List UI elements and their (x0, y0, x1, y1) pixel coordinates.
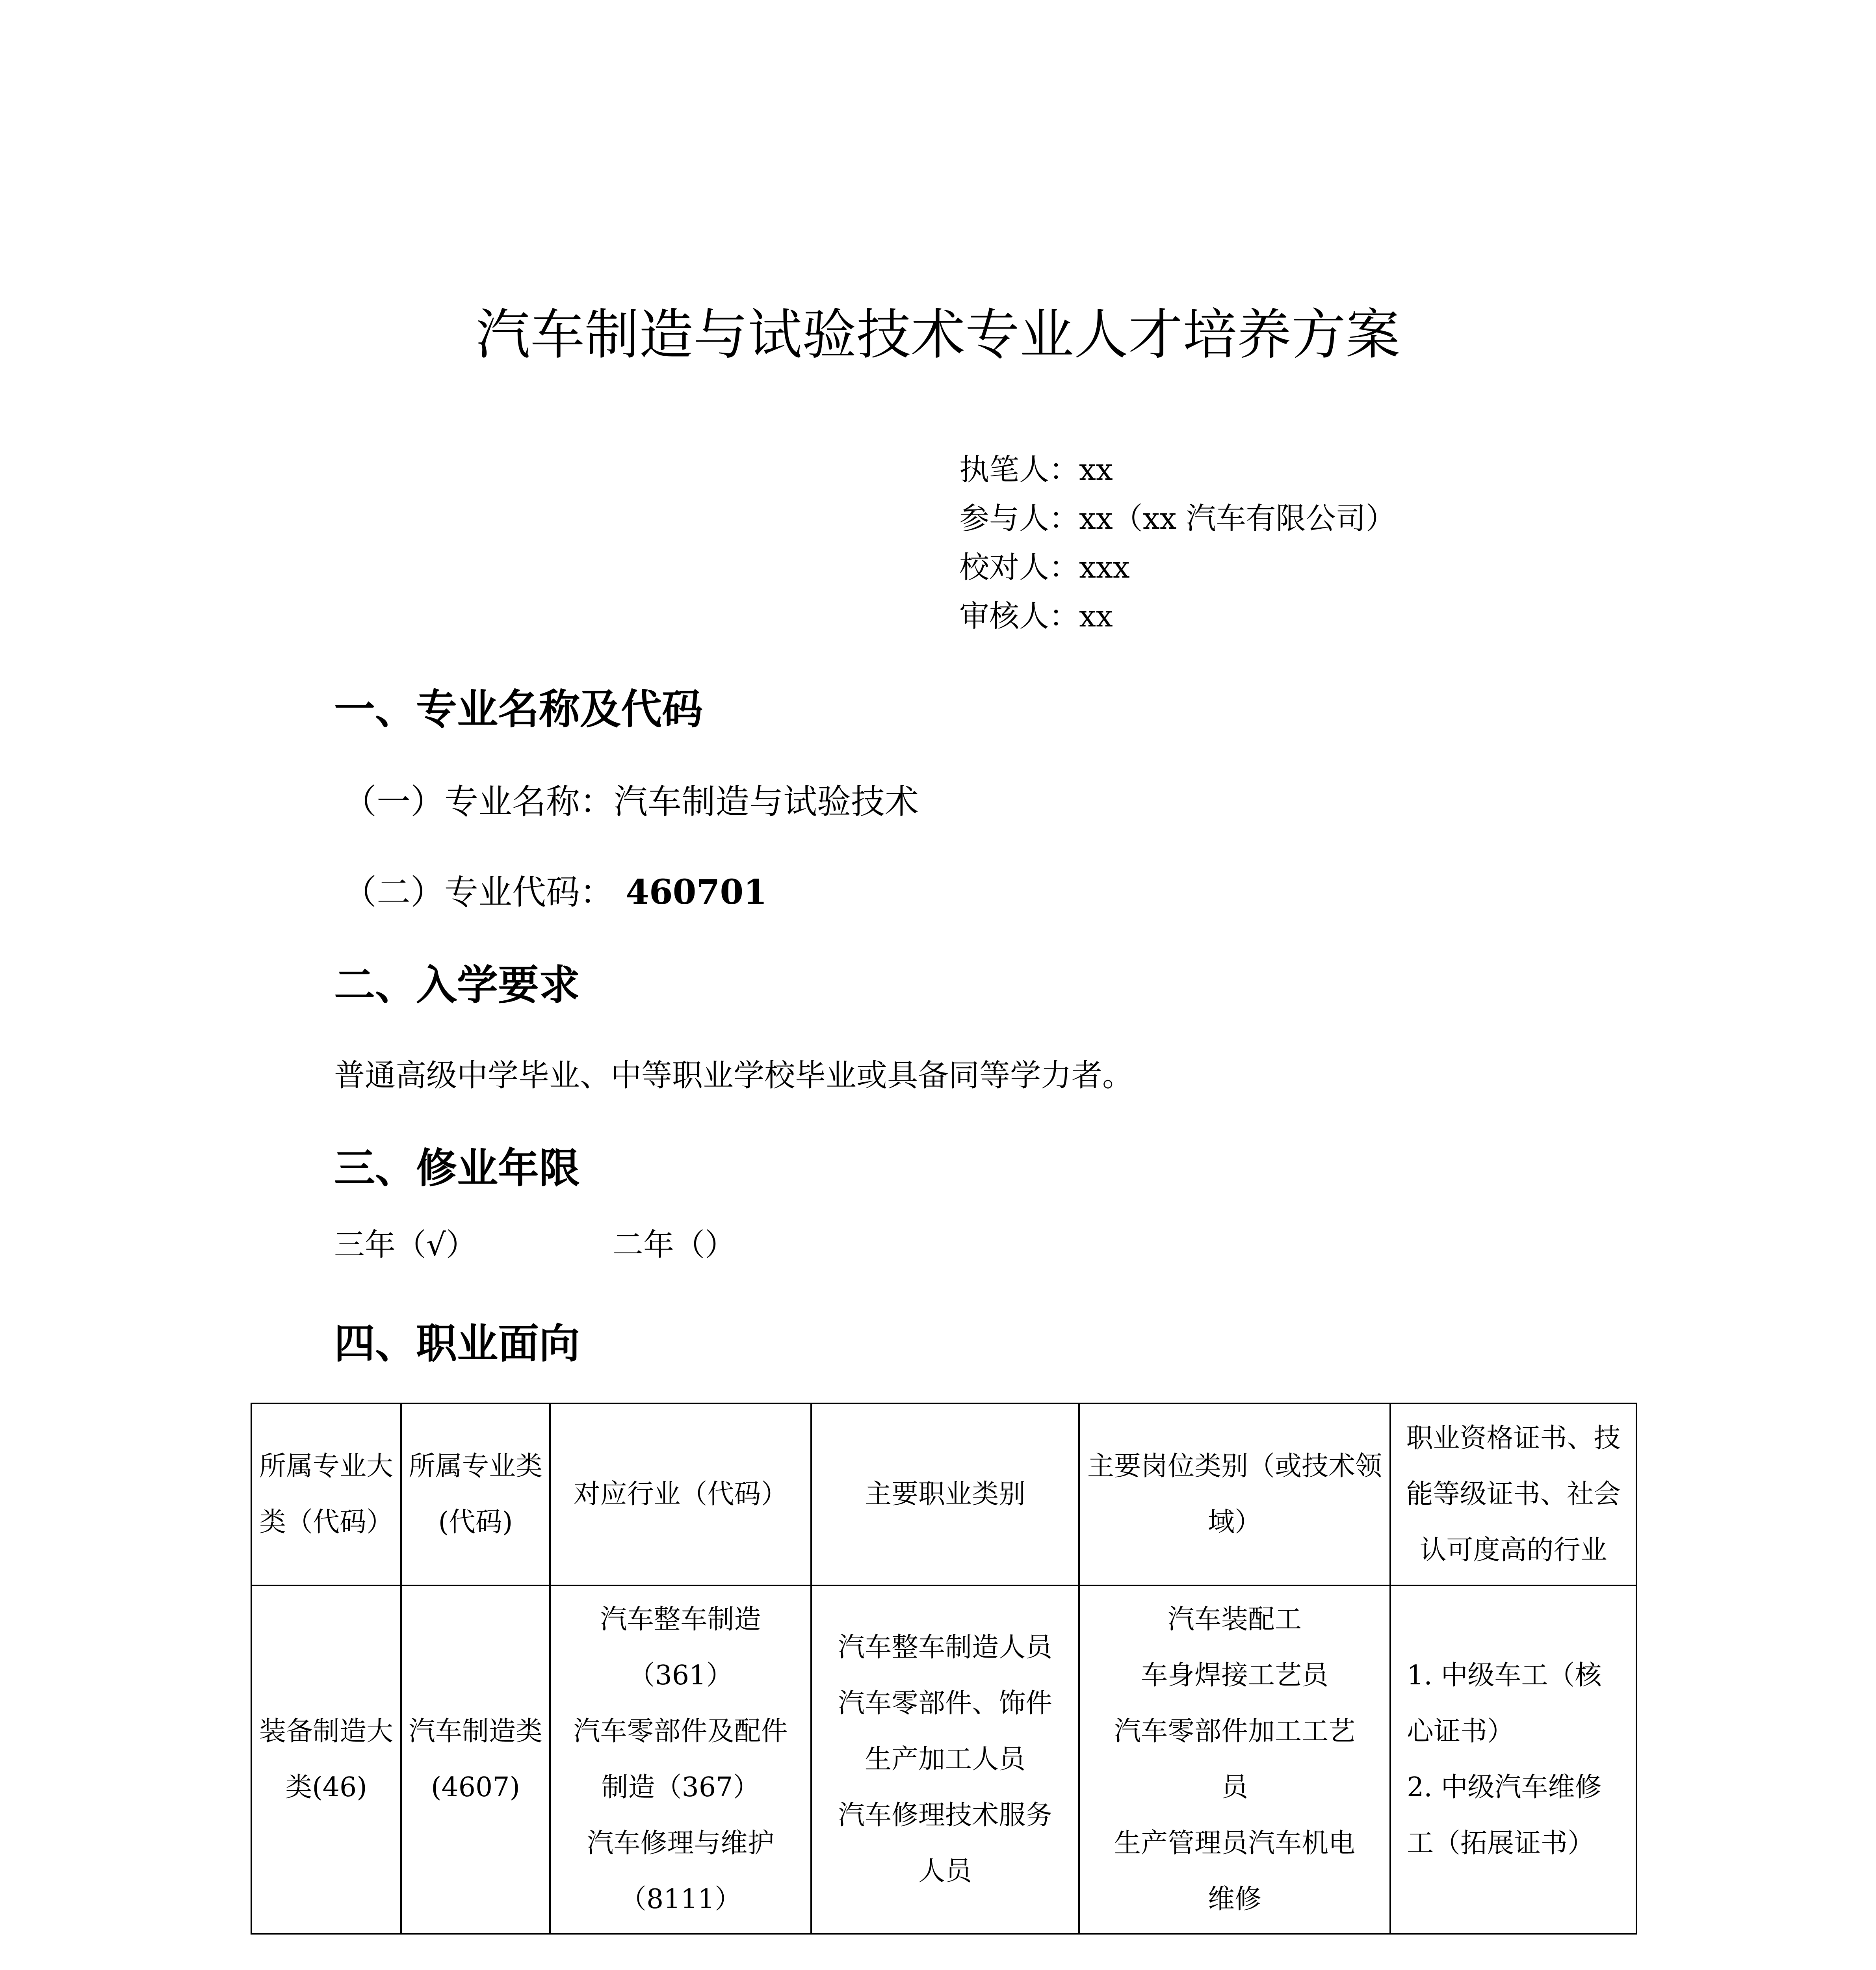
cell-line: 装备制造大类(46) (259, 1716, 393, 1803)
cell-line: 生产加工人员 (864, 1744, 1025, 1775)
cell-line: 汽车制造类(4607) (408, 1716, 542, 1803)
section-heading-2: 二、入学要求 (334, 961, 580, 1009)
document-title: 汽车制造与试验技术专业人才培养方案 (476, 303, 1400, 366)
section-heading-3: 三、修业年限 (334, 1144, 580, 1192)
table-cell (550, 1585, 811, 1934)
credit-participant: 参与人：xx（xx 汽车有限公司） (959, 501, 1396, 536)
credits-block (959, 445, 1396, 641)
career-orientation-table (251, 1403, 1637, 1935)
header-cell: 职业资格证书、技能等级证书、社会认可度高的行业 (1390, 1403, 1636, 1585)
header-cell: 所属专业类(代码) (401, 1403, 550, 1585)
cell-line: 汽车整车制造人员 (838, 1632, 1052, 1663)
table-header-row (251, 1403, 1636, 1585)
table-cell (401, 1585, 550, 1934)
cell-line: 汽车零部件及配件 (573, 1716, 788, 1747)
cell-line: （8111） (619, 1884, 742, 1915)
table-cell (1390, 1585, 1636, 1934)
major-code-line (343, 869, 767, 916)
cell-line: 车身焊接工艺员 (1140, 1660, 1328, 1691)
table-row (251, 1585, 1636, 1934)
header-cell: 所属专业大类（代码） (251, 1403, 401, 1585)
cell-line: 生产管理员汽车机电 (1114, 1828, 1355, 1859)
table-cell (811, 1585, 1079, 1934)
cell-line: 汽车装配工 (1167, 1604, 1302, 1635)
header-cell: 对应行业（代码） (550, 1403, 811, 1585)
cell-line: 汽车修理技术服务 (838, 1800, 1052, 1831)
section-heading-4: 四、职业面向 (334, 1320, 580, 1368)
credit-reviewer: 审核人：xx (959, 598, 1113, 634)
cell-line: 员 (1221, 1772, 1248, 1803)
table-cell (1079, 1585, 1390, 1934)
cell-line: 2. 中级汽车维修 (1407, 1772, 1602, 1803)
header-cell: 主要职业类别 (811, 1403, 1079, 1585)
major-name-line: （一）专业名称：汽车制造与试验技术 (343, 782, 919, 821)
cell-line: 1. 中级车工（核 (1407, 1660, 1602, 1691)
cell-line: 人员 (918, 1856, 972, 1887)
cell-line: 心证书） (1407, 1716, 1514, 1747)
header-cell: 主要岗位类别（或技术领域） (1079, 1403, 1390, 1585)
cell-line: 汽车零部件、饰件 (838, 1688, 1052, 1719)
table-cell (251, 1585, 401, 1934)
three-year-option: 三年（√） (334, 1227, 477, 1263)
admission-text: 普通高级中学毕业、中等职业学校毕业或具备同等学力者。 (334, 1058, 1133, 1093)
credit-proofreader: 校对人：xxx (959, 550, 1130, 585)
cell-line: 汽车整车制造 (600, 1604, 761, 1635)
major-code-value: 460701 (626, 872, 767, 912)
cell-line: 汽车零部件加工工艺 (1114, 1716, 1355, 1747)
cell-line: 工（拓展证书） (1407, 1828, 1595, 1859)
cell-line: （361） (628, 1660, 733, 1691)
credit-writer: 执笔人：xx (959, 452, 1113, 487)
two-year-option: 二年（） (613, 1227, 736, 1263)
major-code-label: （二）专业代码： (343, 873, 614, 912)
cell-line: 汽车修理与维护 (587, 1828, 775, 1859)
section-heading-1: 一、专业名称及代码 (334, 685, 703, 733)
cell-line: 制造（367） (601, 1772, 760, 1803)
cell-line: 维修 (1207, 1884, 1261, 1915)
